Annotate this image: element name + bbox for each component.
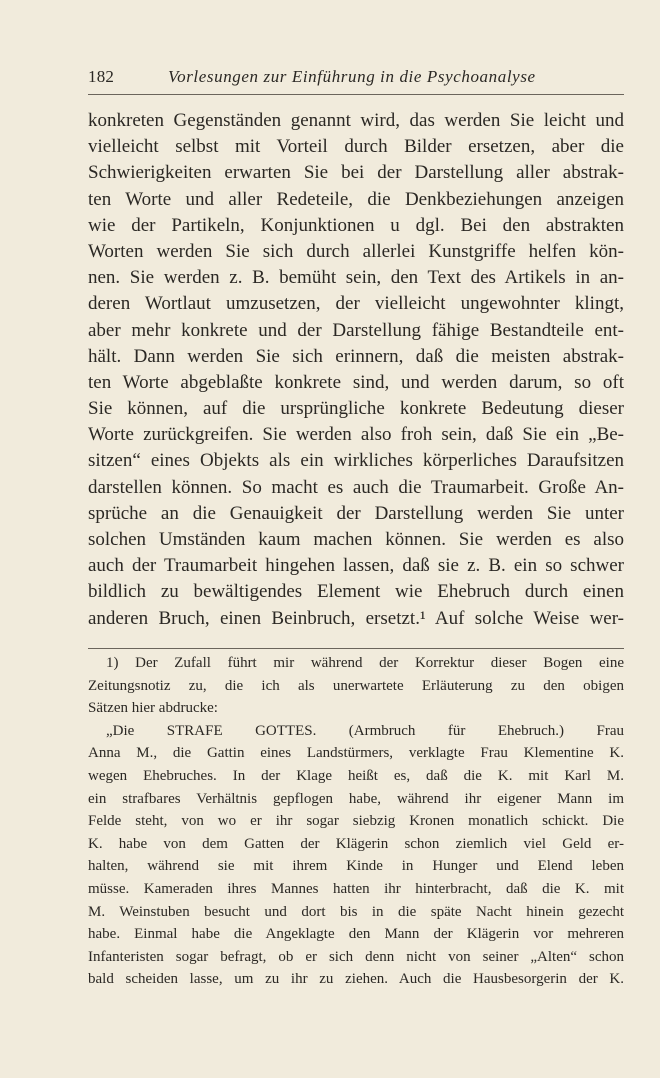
text-line: sprüche an die Genauigkeit der Darstellung werden Sie unter — [88, 502, 624, 524]
text-line: ten Worte abgeblaßte konkrete sind, und werden darum, so oft — [88, 371, 624, 393]
text-line: aber mehr konkrete und der Darstellung fähige Bestandteile ent- — [88, 319, 624, 341]
text-line: darstellen können. So macht es auch die Traumarbeit. Große An- — [88, 476, 624, 498]
footnote-line: habe. Einmal habe die Angeklagte den Mann der Klägerin vor mehreren — [88, 926, 624, 943]
footnote-line: 1) Der Zufall führt mir während der Korrektur dieser Bogen eine — [106, 655, 624, 671]
page-header — [88, 63, 624, 93]
footnote-rule — [88, 648, 624, 649]
footnote-line: ein strafbares Verhältnis gepflogen habe, während ihr eigener Mann im — [88, 790, 624, 807]
footnote-line: Infanteristen sogar befragt, ob er sich denn nicht von seiner „Alten“ schon — [88, 948, 624, 965]
text-line: sitzen“ eines Objekts als ein wirkliches körperliches Daraufsitzen — [88, 450, 624, 472]
footnote-line: wegen Ehebruches. In der Klage heißt es, daß die K. mit Karl M. — [88, 767, 624, 784]
text-line: nen. Sie werden z. B. bemüht sein, den Text des Artikels in an- — [88, 267, 624, 289]
text-line: deren Wortlaut umzusetzen, der vielleicht ungewohnter klingt, — [88, 293, 624, 315]
running-title: Vorlesungen zur Einführung in die Psychoanalyse — [168, 67, 536, 86]
footnote-line: K. habe von dem Gatten der Klägerin schon ziemlich viel Geld er- — [88, 835, 624, 852]
header-rule — [88, 94, 624, 95]
footnote-line: bald scheiden lasse, um zu ihr zu ziehen. Auch die Hausbesorgerin der K. — [88, 971, 624, 988]
footnote-line: Sätzen hier abdrucke: — [88, 700, 218, 717]
footnote-line: M. Weinstuben besucht und dort bis in die späte Nacht hinein gezecht — [88, 903, 624, 920]
text-line: konkreten Gegenständen genannt wird, das werden Sie leicht und — [88, 110, 624, 131]
text-line: vielleicht selbst mit Vorteil durch Bilder ersetzen, aber die — [88, 136, 624, 158]
text-line: Worten werden Sie sich durch allerlei Kunstgriffe helfen kön- — [88, 240, 624, 262]
text-line: hält. Dann werden Sie sich erinnern, daß die meisten abstrak- — [88, 345, 624, 367]
text-line: Worte zurückgreifen. Sie werden also froh sein, daß Sie ein „Be- — [88, 424, 624, 446]
text-line: ten Worte und aller Redeteile, die Denkbeziehungen anzeigen — [88, 188, 624, 210]
text-line: anderen Bruch, einen Beinbruch, ersetzt.¹ Auf solche Weise wer- — [88, 607, 624, 629]
footnote-line: Anna M., die Gattin eines Landstürmers, verklagte Frau Klementine K. — [88, 745, 624, 762]
text-line: Schwierigkeiten erwarten Sie bei der Darstellung aller abstrak- — [88, 162, 624, 184]
footnote-line: „Die STRAFE GOTTES. (Armbruch für Ehebruch.) Frau — [106, 722, 624, 739]
text-line: bildlich zu bewältigendes Element wie Ehebruch durch einen — [88, 581, 624, 603]
footnote-line: müsse. Kameraden ihres Mannes hatten ihr hinterbracht, daß die K. mit — [88, 880, 624, 897]
footnote-line: halten, während sie mit ihrem Kinde in Hunger und Elend leben — [88, 858, 624, 875]
text-line: wie der Partikeln, Konjunktionen u dgl. Bei den abstrakten — [88, 214, 624, 236]
footnote — [88, 652, 624, 991]
footnote-line: Zeitungsnotiz zu, die ich als unerwartete Erläuterung zu den obigen — [88, 677, 624, 694]
text-line: solchen Umständen kaum machen können. Sie werden es also — [88, 529, 624, 550]
page-number: 182 — [88, 67, 115, 86]
text-line: Sie können, auf die ursprüngliche konkrete Bedeutung dieser — [88, 398, 624, 420]
footnote-line: Felde steht, von wo er ihr sogar siebzig Kronen monatlich schickt. Die — [88, 813, 624, 830]
main-text — [88, 108, 624, 632]
text-line: auch der Traumarbeit hingehen lassen, daß sie z. B. ein so schwer — [88, 555, 624, 577]
